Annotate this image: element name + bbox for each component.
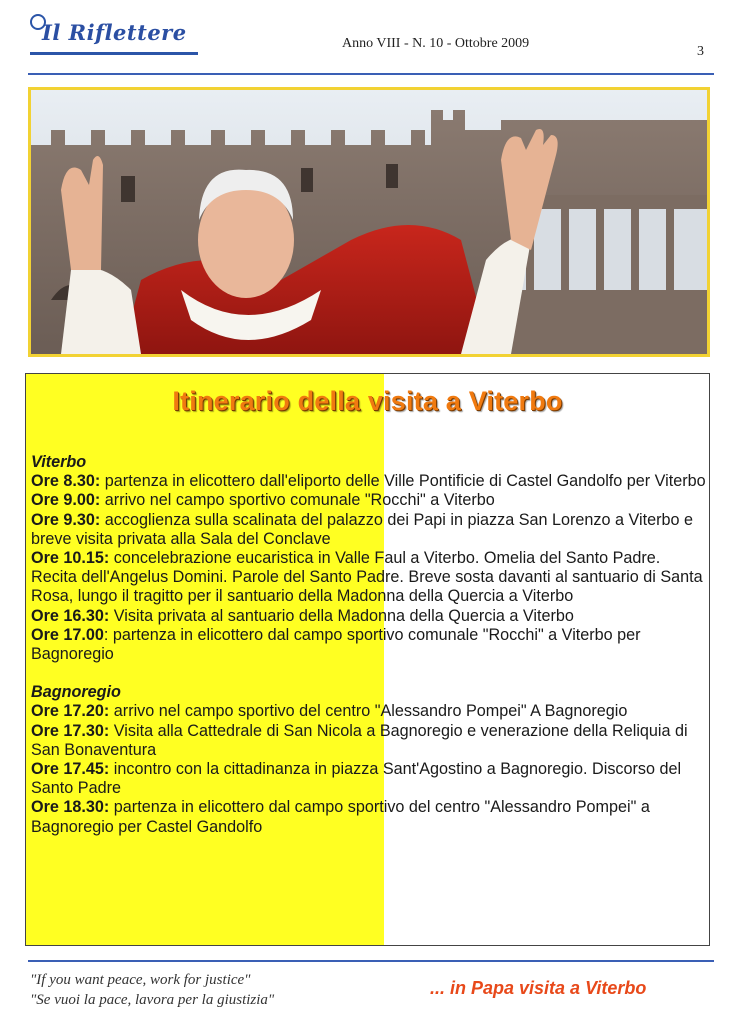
pope-photo-image <box>31 90 707 354</box>
entry-text: accoglienza sulla scalinata del palazzo dei Papi in piazza San Lorenzo a Viterbo e breve visita privata alla Sala del Conclave <box>31 510 694 548</box>
footer-tagline: ... in Papa visita a Viterbo <box>430 978 647 998</box>
entry-text: arrivo nel campo sportivo comunale "Rocchi" a Viterbo <box>100 491 495 510</box>
footer-divider <box>28 960 714 962</box>
itinerary-content <box>31 453 706 837</box>
entry-time: Ore 17.30: <box>31 721 110 740</box>
list-item <box>31 607 706 626</box>
list-item <box>31 702 706 721</box>
list-item <box>31 760 706 798</box>
page-number: 3 <box>697 44 704 59</box>
list-item <box>31 549 706 607</box>
entry-time: Ore 17.00 <box>31 625 104 644</box>
entry-time: Ore 10.15: <box>31 549 110 568</box>
entry-text: partenza in elicottero dall'eliporto delle Ville Pontificie di Castel Gandolfo per Viterbo <box>100 472 706 491</box>
section-heading-bagnoregio: Bagnoregio <box>31 683 121 702</box>
pope-photo <box>28 87 710 357</box>
entry-text: partenza in elicottero dal campo sportivo del centro "Alessandro Pompei" a Bagnoregio per Castel Gandolfo <box>31 798 650 836</box>
issue-info: Anno VIII - N. 10 - Ottobre 2009 <box>342 36 530 51</box>
motto <box>30 970 274 1010</box>
entry-text: Visita alla Cattedrale di San Nicola a Bagnoregio e venerazione della Reliquia di San Bonaventura <box>31 721 688 759</box>
list-item <box>31 491 706 510</box>
entry-time: Ore 17.45: <box>31 760 110 779</box>
motto-italian: "Se vuoi la pace, lavora per la giustizia" <box>30 992 275 1008</box>
itinerary-title: Itinerario della visita a Viterbo <box>172 386 563 416</box>
entry-time: Ore 8.30: <box>31 472 101 491</box>
section-spacer <box>31 664 706 683</box>
entry-text: concelebrazione eucaristica in Valle Faul a Viterbo. Omelia del Santo Padre. Recita dell'Angelus Domini. Parole del Santo Padre. Breve sosta davanti al santuario di Santa Rosa, lungo il tragitto per il santuario della Madonna della Quercia a Viterbo <box>31 549 703 606</box>
section-heading-viterbo: Viterbo <box>31 453 87 471</box>
entry-text: : partenza in elicottero dal campo sportivo comunale "Rocchi" a Viterbo per Bagnoregio <box>31 625 641 664</box>
entry-text: Visita privata al santuario della Madonna della Quercia a Viterbo <box>109 606 574 625</box>
entry-time: Ore 9.00: <box>31 491 101 510</box>
list-item <box>31 626 706 664</box>
masthead-underline <box>30 52 198 55</box>
list-item <box>31 511 706 549</box>
header-divider <box>28 73 714 75</box>
entry-time: Ore 18.30: <box>31 798 110 817</box>
entry-time: Ore 17.20: <box>31 702 110 721</box>
entry-time: Ore 9.30: <box>31 510 101 529</box>
publication-title: Il Riflettere <box>42 20 187 45</box>
motto-english: "If you want peace, work for justice" <box>30 972 251 988</box>
list-item <box>31 798 706 836</box>
entry-text: arrivo nel campo sportivo del centro "Alessandro Pompei" A Bagnoregio <box>109 702 628 721</box>
itinerary-box <box>25 373 710 946</box>
masthead-logo <box>30 14 200 58</box>
entry-text: incontro con la cittadinanza in piazza Sant'Agostino a Bagnoregio. Discorso del Santo Padre <box>31 760 682 798</box>
list-item <box>31 472 706 491</box>
entry-time: Ore 16.30: <box>31 606 110 625</box>
list-item <box>31 722 706 760</box>
